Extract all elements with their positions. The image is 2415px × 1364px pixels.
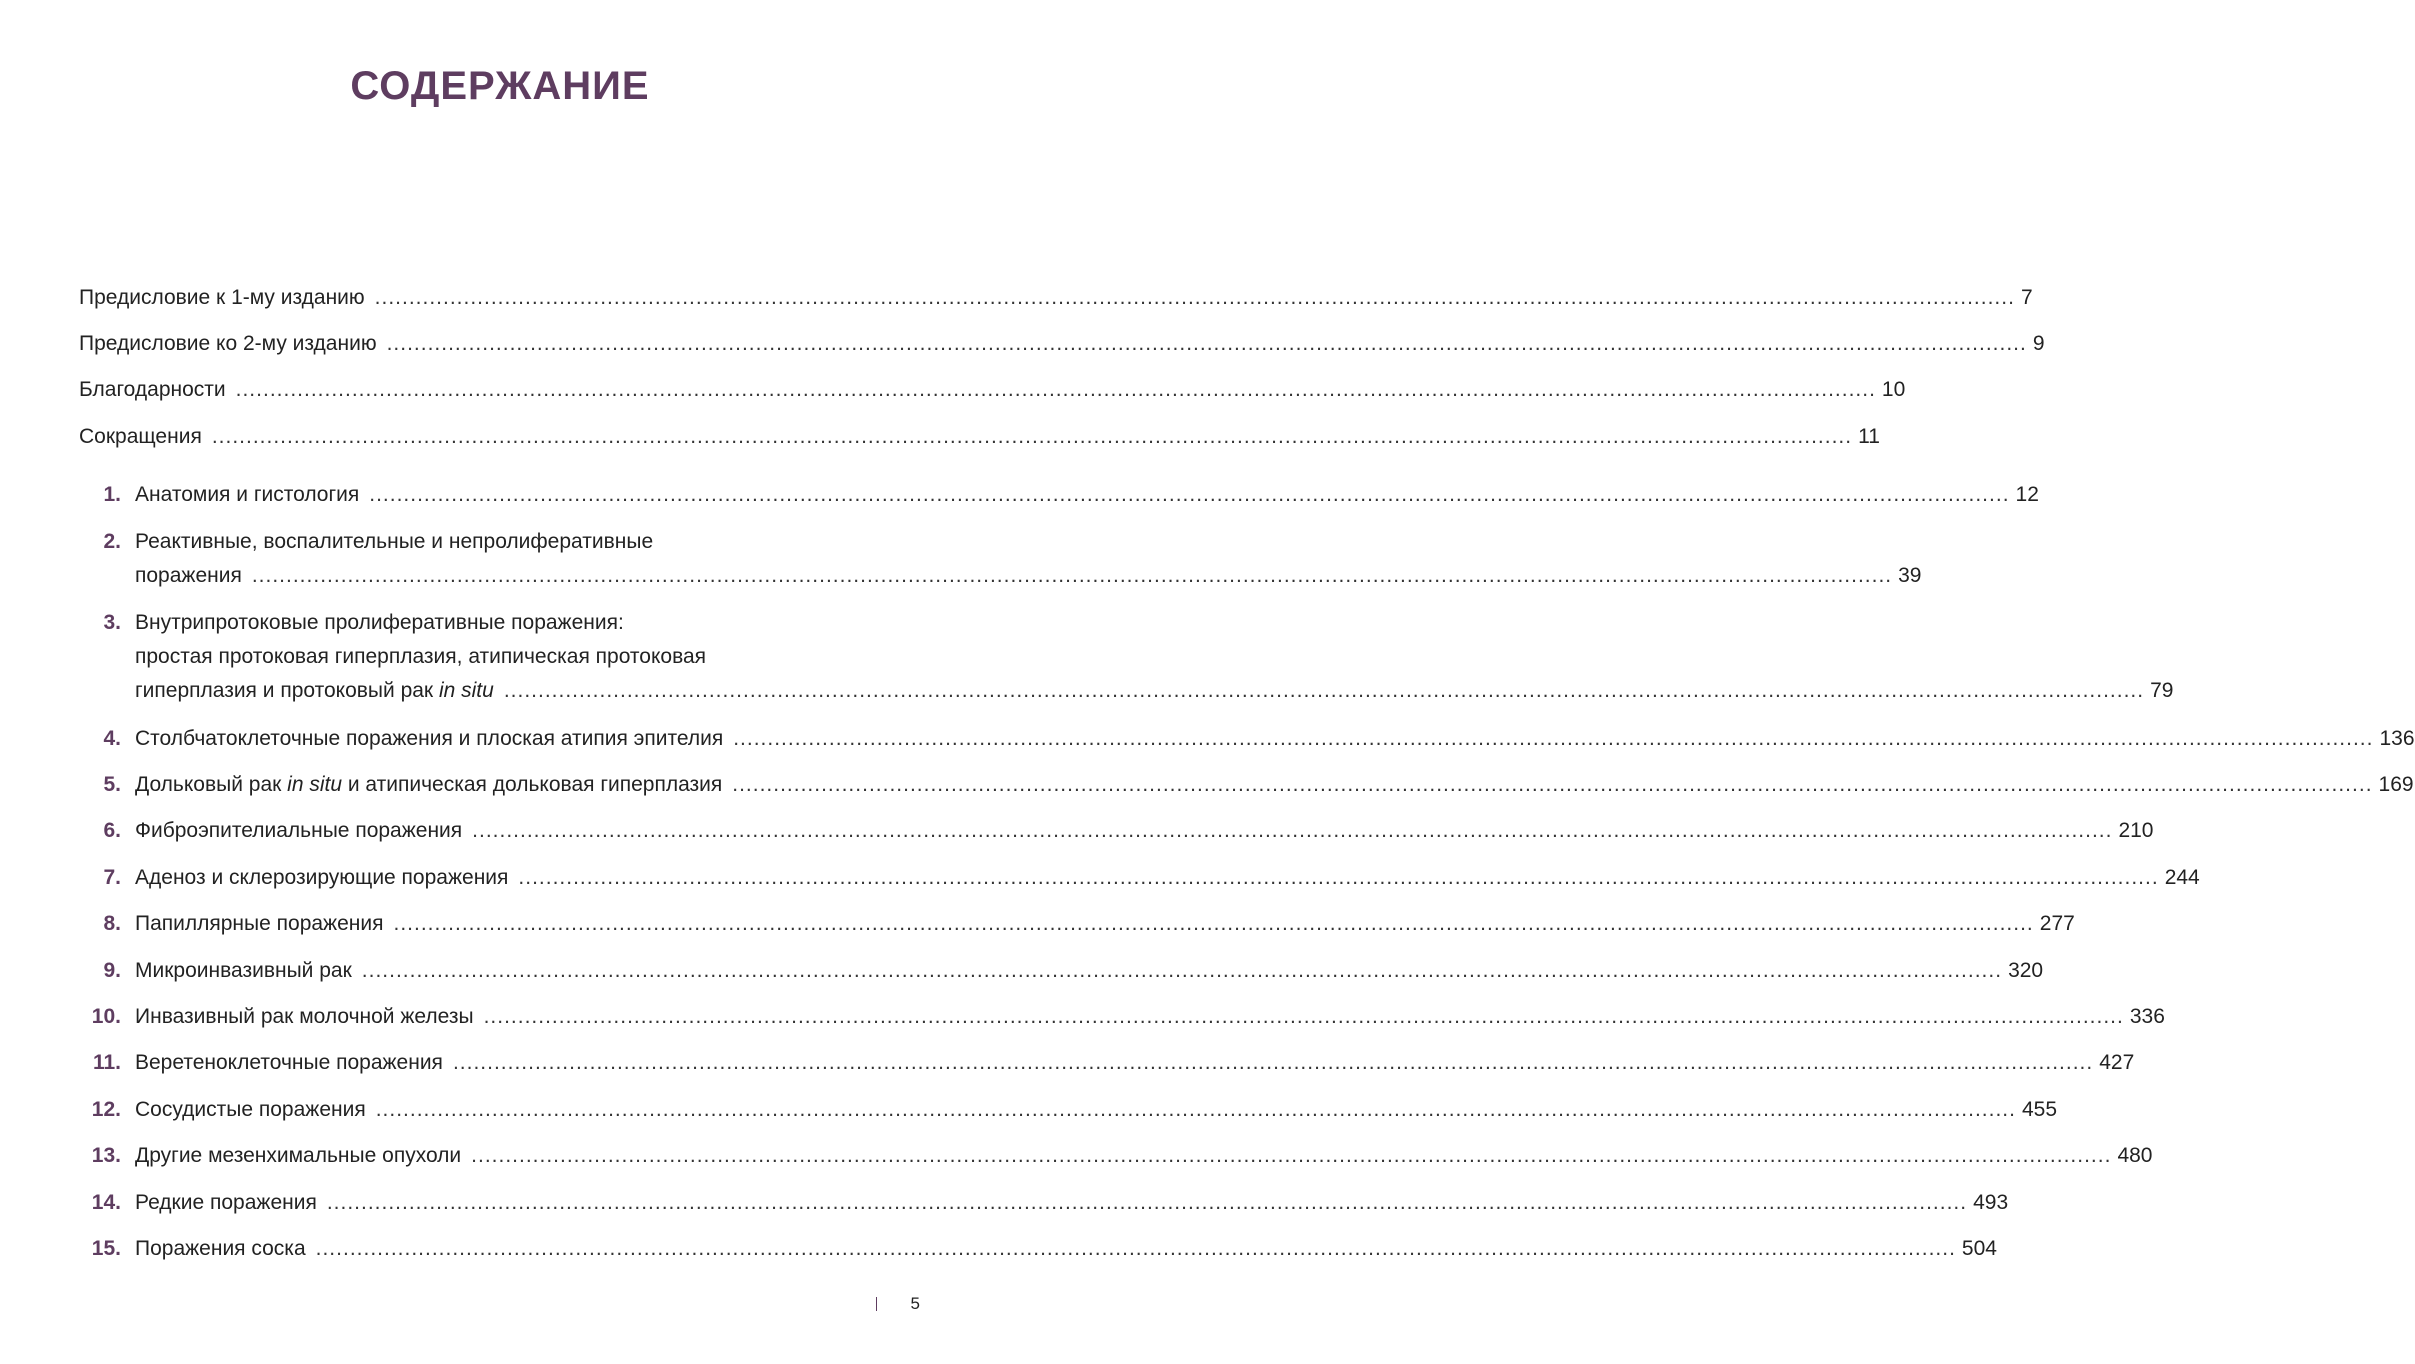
chapter-page: 320 [2008, 959, 2044, 982]
toc-entry-abbreviations[interactable] [79, 420, 1880, 454]
leader-dots [327, 1186, 1967, 1220]
leader-dots [375, 281, 2015, 315]
toc-entry-page: 11 [1858, 425, 1880, 448]
footer-divider [876, 1297, 877, 1311]
chapter-page: 136 [2379, 727, 2415, 750]
page-number: 5 [910, 1294, 920, 1313]
toc-entry-page: 7 [2020, 286, 2033, 309]
chapter-page: 277 [2039, 912, 2075, 935]
chapter-page: 480 [2117, 1144, 2153, 1167]
toc-chapter-3[interactable] [79, 606, 2174, 708]
chapter-title-text: Дольковый рак [135, 773, 288, 796]
chapter-number: 13. [91, 1144, 121, 1167]
chapter-title: Фиброэпителиальные поражения [135, 819, 463, 842]
chapter-title-text: гиперплазия и протоковый рак [135, 679, 439, 702]
chapter-title: Редкие поражения [135, 1191, 317, 1214]
chapter-number: 15. [91, 1237, 121, 1260]
chapter-page: 169 [2378, 773, 2414, 796]
toc-chapter-12[interactable] [79, 1093, 2058, 1127]
chapter-number: 10. [91, 1005, 121, 1028]
leader-dots [518, 861, 2158, 895]
chapter-number: 5. [103, 773, 121, 796]
chapter-title-line-2: простая протоковая гиперплазия, атипическая протоковая [135, 645, 707, 668]
chapter-title: Анатомия и гистология [135, 483, 360, 506]
leader-dots [732, 768, 2372, 802]
chapter-number: 4. [103, 727, 121, 750]
toc-chapter-13[interactable] [79, 1139, 2153, 1173]
leader-dots [387, 327, 2027, 361]
toc-chapter-14[interactable] [79, 1186, 2009, 1220]
toc-chapter-11[interactable] [79, 1046, 2135, 1080]
chapter-page: 455 [2021, 1098, 2058, 1121]
leader-dots [236, 373, 1876, 407]
chapter-title-text: и атипическая дольковая гиперплазия [342, 773, 723, 796]
chapter-title: Столбчатоклеточные поражения и плоская атипия эпителия [135, 727, 724, 750]
chapter-title: Микроинвазивный рак [135, 959, 352, 982]
chapter-title: Веретеноклеточные поражения [135, 1051, 443, 1074]
chapter-page: 504 [1961, 1237, 1997, 1260]
chapter-number: 12. [91, 1098, 121, 1121]
toc-entry-preface-2[interactable] [79, 327, 2045, 361]
leader-dots [316, 1232, 1956, 1266]
toc-chapter-4[interactable] [79, 722, 2415, 756]
leader-dots [471, 1139, 2111, 1173]
leader-dots [369, 478, 2009, 512]
chapter-title [135, 768, 722, 802]
chapter-title: Другие мезенхимальные опухоли [135, 1144, 462, 1167]
leader-dots [362, 954, 2002, 988]
leader-dots [504, 674, 2144, 708]
chapter-number: 14. [91, 1191, 121, 1214]
chapter-page: 244 [2164, 866, 2200, 889]
toc-chapter-10[interactable] [79, 1000, 2165, 1034]
chapter-number: 9. [103, 959, 121, 982]
leader-dots [453, 1046, 2093, 1080]
chapter-page: 79 [2150, 679, 2174, 702]
chapter-title-line-2: поражения [135, 564, 242, 587]
chapter-title: Инвазивный рак молочной железы [135, 1005, 474, 1028]
toc-entry-label: Сокращения [79, 425, 202, 448]
chapter-title-line-1: Реактивные, воспалительные и непролиферативные [135, 530, 654, 553]
chapter-title-line-3 [135, 674, 494, 708]
chapter-number: 2. [103, 530, 121, 553]
toc-chapter-15[interactable] [79, 1232, 1997, 1266]
chapter-page: 12 [2015, 483, 2039, 506]
chapter-title: Папиллярные поражения [135, 912, 384, 935]
leader-dots [393, 907, 2033, 941]
chapter-title-italic: in situ [438, 679, 494, 702]
chapter-page: 493 [1973, 1191, 2009, 1214]
toc-entry-page: 10 [1881, 378, 1906, 401]
toc-chapter-6[interactable] [79, 814, 2154, 848]
leader-dots [252, 559, 1892, 593]
chapter-page: 427 [2099, 1051, 2135, 1074]
chapter-number: 11. [92, 1051, 121, 1074]
chapter-number: 7. [103, 866, 121, 889]
page-title: СОДЕРЖАНИЕ [350, 64, 650, 108]
leader-dots [212, 420, 1852, 454]
toc-entry-label: Предисловие к 1-му изданию [79, 286, 365, 309]
toc-chapter-7[interactable] [79, 861, 2200, 895]
chapter-page: 336 [2129, 1005, 2165, 1028]
chapter-page: 39 [1898, 564, 1922, 587]
chapter-title: Сосудистые поражения [135, 1098, 366, 1121]
leader-dots [376, 1093, 2016, 1127]
chapter-title: Поражения соска [135, 1237, 306, 1260]
toc-chapter-5[interactable] [79, 768, 2414, 802]
chapter-title-italic: in situ [287, 773, 343, 796]
toc-entry-label: Предисловие ко 2-му изданию [79, 332, 377, 355]
leader-dots [733, 722, 2373, 756]
leader-dots [472, 814, 2112, 848]
chapter-number: 3. [103, 611, 121, 634]
toc-chapter-8[interactable] [79, 907, 2075, 941]
chapter-title-line-1: Внутрипротоковые пролиферативные поражения: [135, 611, 624, 634]
toc-chapter-1[interactable] [79, 478, 2039, 512]
toc-chapter-2[interactable] [79, 525, 1922, 593]
page-footer [870, 1294, 920, 1314]
chapter-number: 1. [103, 483, 121, 506]
toc-chapter-9[interactable] [79, 954, 2044, 988]
toc-entry-acknowledgements[interactable] [79, 373, 1906, 407]
chapter-title: Аденоз и склерозирующие поражения [135, 866, 509, 889]
chapter-number: 8. [103, 912, 121, 935]
chapter-number: 6. [103, 819, 121, 842]
leader-dots [484, 1000, 2124, 1034]
toc-entry-preface-1[interactable] [79, 281, 2033, 315]
chapter-page: 210 [2118, 819, 2154, 842]
toc-entry-label: Благодарности [79, 378, 226, 401]
toc-entry-page: 9 [2032, 332, 2045, 355]
